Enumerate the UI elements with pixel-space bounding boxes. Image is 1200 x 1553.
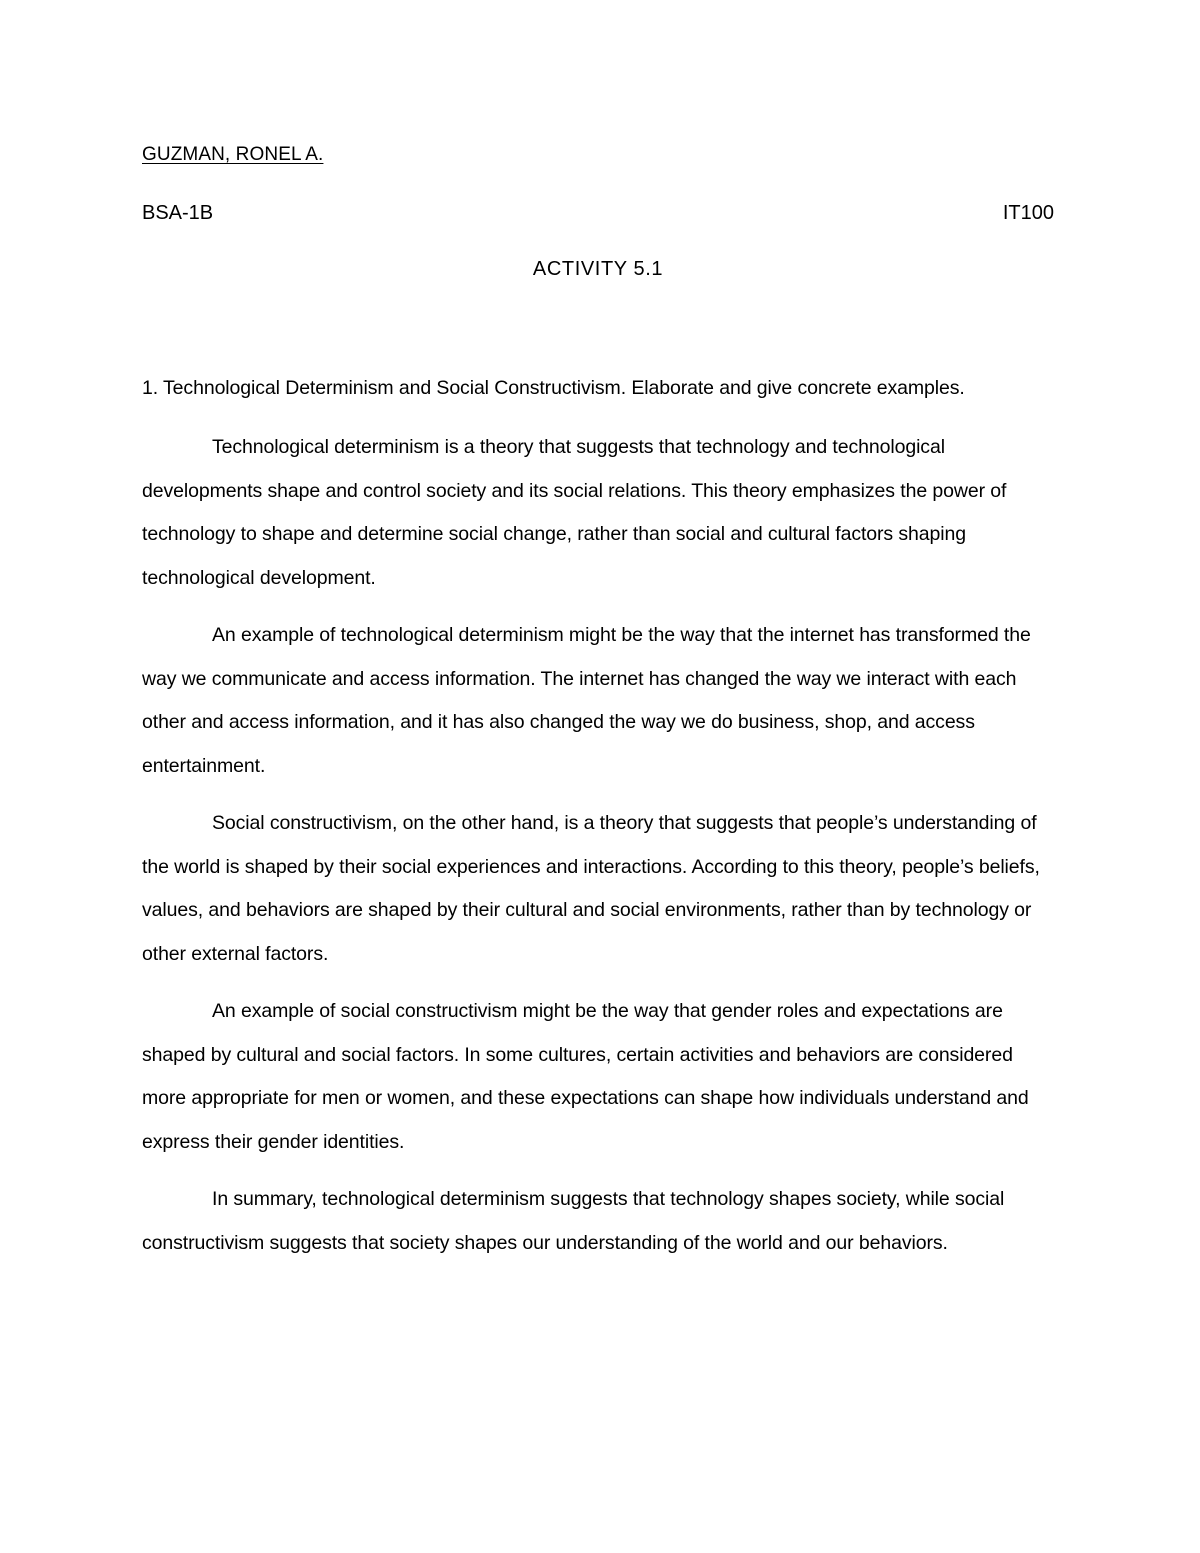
- question-text: 1. Technological Determinism and Social Constructivism. Elaborate and give concrete examples.: [142, 377, 965, 399]
- paragraph-constructivism-example: An example of social constructivism might be the way that gender roles and expectations are shaped by cultural and social factors. In some cultures, certain activities and behaviors are considered more appropriate for men or women, and these expectations can shape how individuals understand and express their gender identities.: [142, 1000, 1029, 1153]
- student-name: GUZMAN, RONEL A.: [142, 144, 324, 165]
- paragraph-constructivism-definition: Social constructivism, on the other hand, is a theory that suggests that people’s understanding of the world is shaped by their social experiences and interactions. According to this theory, people’s beliefs, values, and behaviors are shaped by their cultural and social environments, rather than by technology or other external factors.: [142, 812, 1040, 965]
- document-body: [142, 370, 1062, 1279]
- paragraph-determinism-example: An example of technological determinism might be the way that the internet has transformed the way we communicate and access information. The internet has changed the way we interact with each other and access information, and it has also changed the way we do business, shop, and access entertainment.: [142, 624, 1031, 777]
- course-label: IT100: [1002, 202, 1054, 224]
- section-label: BSA-1B: [142, 202, 214, 224]
- paragraph-summary: In summary, technological determinism suggests that technology shapes society, while social constructivism suggests that society shapes our understanding of the world and our behaviors.: [142, 1188, 1005, 1254]
- activity-title: ACTIVITY 5.1: [532, 258, 664, 280]
- header-row: [142, 202, 1054, 225]
- paragraph-determinism-definition: Technological determinism is a theory that suggests that technology and technological developments shape and control society and its social relations. This theory emphasizes the power of technology to shape and determine social change, rather than social and cultural factors shaping technological development.: [142, 436, 1007, 589]
